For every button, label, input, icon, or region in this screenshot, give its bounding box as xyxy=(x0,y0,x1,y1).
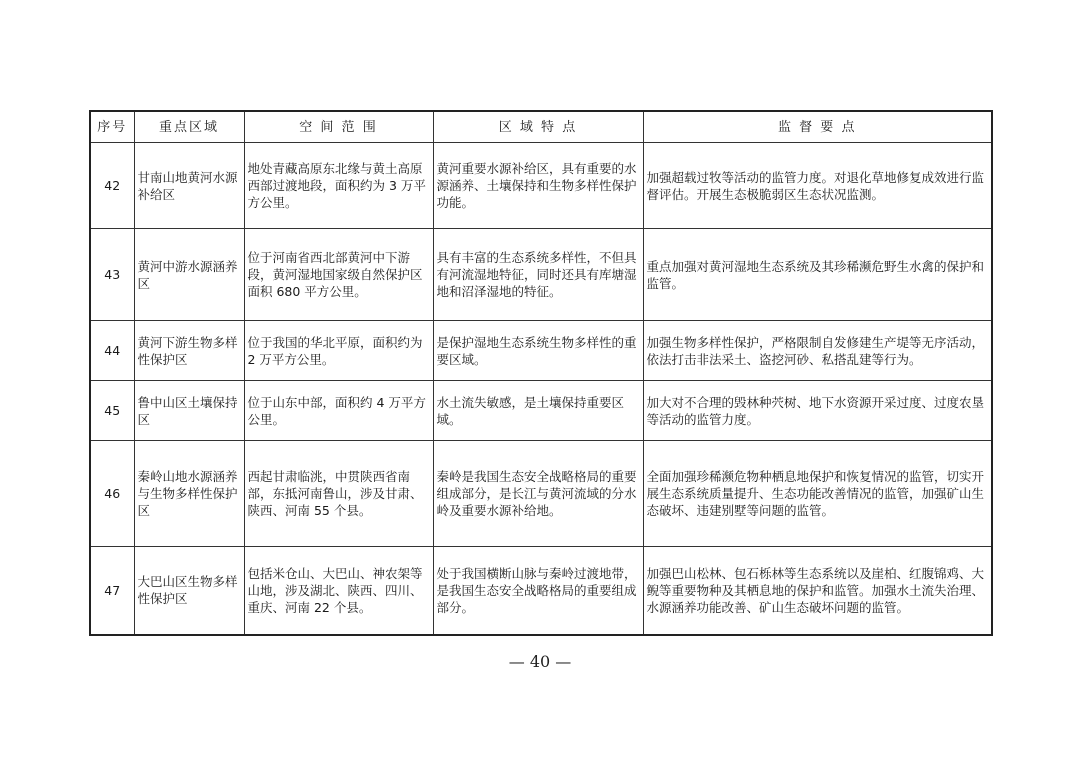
row-features: 是保护湿地生态系统生物多样性的重要区域。 xyxy=(433,321,643,381)
row-index: 45 xyxy=(90,381,134,441)
row-features: 秦岭是我国生态安全战略格局的重要组成部分，是长江与黄河流域的分水岭及重要水源补给地。 xyxy=(433,441,643,547)
header-index: 序号 xyxy=(90,111,134,143)
row-supervision: 加大对不合理的毁林种茓树、地下水资源开采过度、过度农垦等活动的监管力度。 xyxy=(643,381,992,441)
table-header-row xyxy=(90,111,992,143)
row-scope: 位于山东中部，面积约 4 万平方公里。 xyxy=(244,381,433,441)
row-region: 鲁中山区土壤保持区 xyxy=(134,381,244,441)
row-scope: 包括米仓山、大巴山、神农架等山地，涉及湖北、陕西、四川、重庆、河南 22 个县。 xyxy=(244,547,433,635)
row-index: 43 xyxy=(90,229,134,321)
header-features: 区 域 特 点 xyxy=(433,111,643,143)
row-index: 46 xyxy=(90,441,134,547)
row-features: 水土流失敏感，是土壤保持重要区域。 xyxy=(433,381,643,441)
row-supervision: 重点加强对黄河湿地生态系统及其珍稀濒危野生水禽的保护和监管。 xyxy=(643,229,992,321)
row-supervision: 加强超载过牧等活动的监管力度。对退化草地修复成效进行监督评估。开展生态极脆弱区生态状况监测。 xyxy=(643,143,992,229)
table-row xyxy=(90,229,992,321)
header-supervision: 监 督 要 点 xyxy=(643,111,992,143)
table-row xyxy=(90,381,992,441)
row-region: 大巴山区生物多样性保护区 xyxy=(134,547,244,635)
row-index: 44 xyxy=(90,321,134,381)
header-region: 重点区域 xyxy=(134,111,244,143)
table-row xyxy=(90,547,992,635)
page-number: — 40 — xyxy=(508,652,572,671)
table-row xyxy=(90,321,992,381)
row-scope: 地处青藏高原东北缘与黄土高原西部过渡地段，面积约为 3 万平方公里。 xyxy=(244,143,433,229)
row-features: 处于我国横断山脉与秦岭过渡地带，是我国生态安全战略格局的重要组成部分。 xyxy=(433,547,643,635)
header-scope: 空 间 范 围 xyxy=(244,111,433,143)
row-region: 甘南山地黄河水源补给区 xyxy=(134,143,244,229)
row-features: 黄河重要水源补给区，具有重要的水源涵养、土壤保持和生物多样性保护功能。 xyxy=(433,143,643,229)
row-scope: 西起甘肃临洮，中贯陕西省南部，东抵河南鲁山，涉及甘肃、陕西、河南 55 个县。 xyxy=(244,441,433,547)
row-region: 黄河下游生物多样性保护区 xyxy=(134,321,244,381)
row-index: 42 xyxy=(90,143,134,229)
key-regions-table xyxy=(89,110,993,636)
row-region: 秦岭山地水源涵养与生物多样性保护区 xyxy=(134,441,244,547)
row-features: 具有丰富的生态系统多样性，不但具有河流湿地特征，同时还具有库塘湿地和沼泽湿地的特征。 xyxy=(433,229,643,321)
row-supervision: 加强生物多样性保护，严格限制自发修建生产堤等无序活动，依法打击非法采土、盗挖河砂、私搭乱建等行为。 xyxy=(643,321,992,381)
row-scope: 位于河南省西北部黄河中下游段，黄河湿地国家级自然保护区面积 680 平方公里。 xyxy=(244,229,433,321)
row-index: 47 xyxy=(90,547,134,635)
row-region: 黄河中游水源涵养区 xyxy=(134,229,244,321)
row-supervision: 全面加强珍稀濒危物种栖息地保护和恢复情况的监管，切实开展生态系统质量提升、生态功能改善情况的监管，加强矿山生态破坏、违建别墅等问题的监管。 xyxy=(643,441,992,547)
row-supervision: 加强巴山松林、包石栎林等生态系统以及崖柏、红腹锦鸡、大鲵等重要物种及其栖息地的保护和监管。加强水土流失治理、水源涵养功能改善、矿山生态破坏问题的监管。 xyxy=(643,547,992,635)
table-row xyxy=(90,143,992,229)
row-scope: 位于我国的华北平原，面积约为 2 万平方公里。 xyxy=(244,321,433,381)
table-row xyxy=(90,441,992,547)
